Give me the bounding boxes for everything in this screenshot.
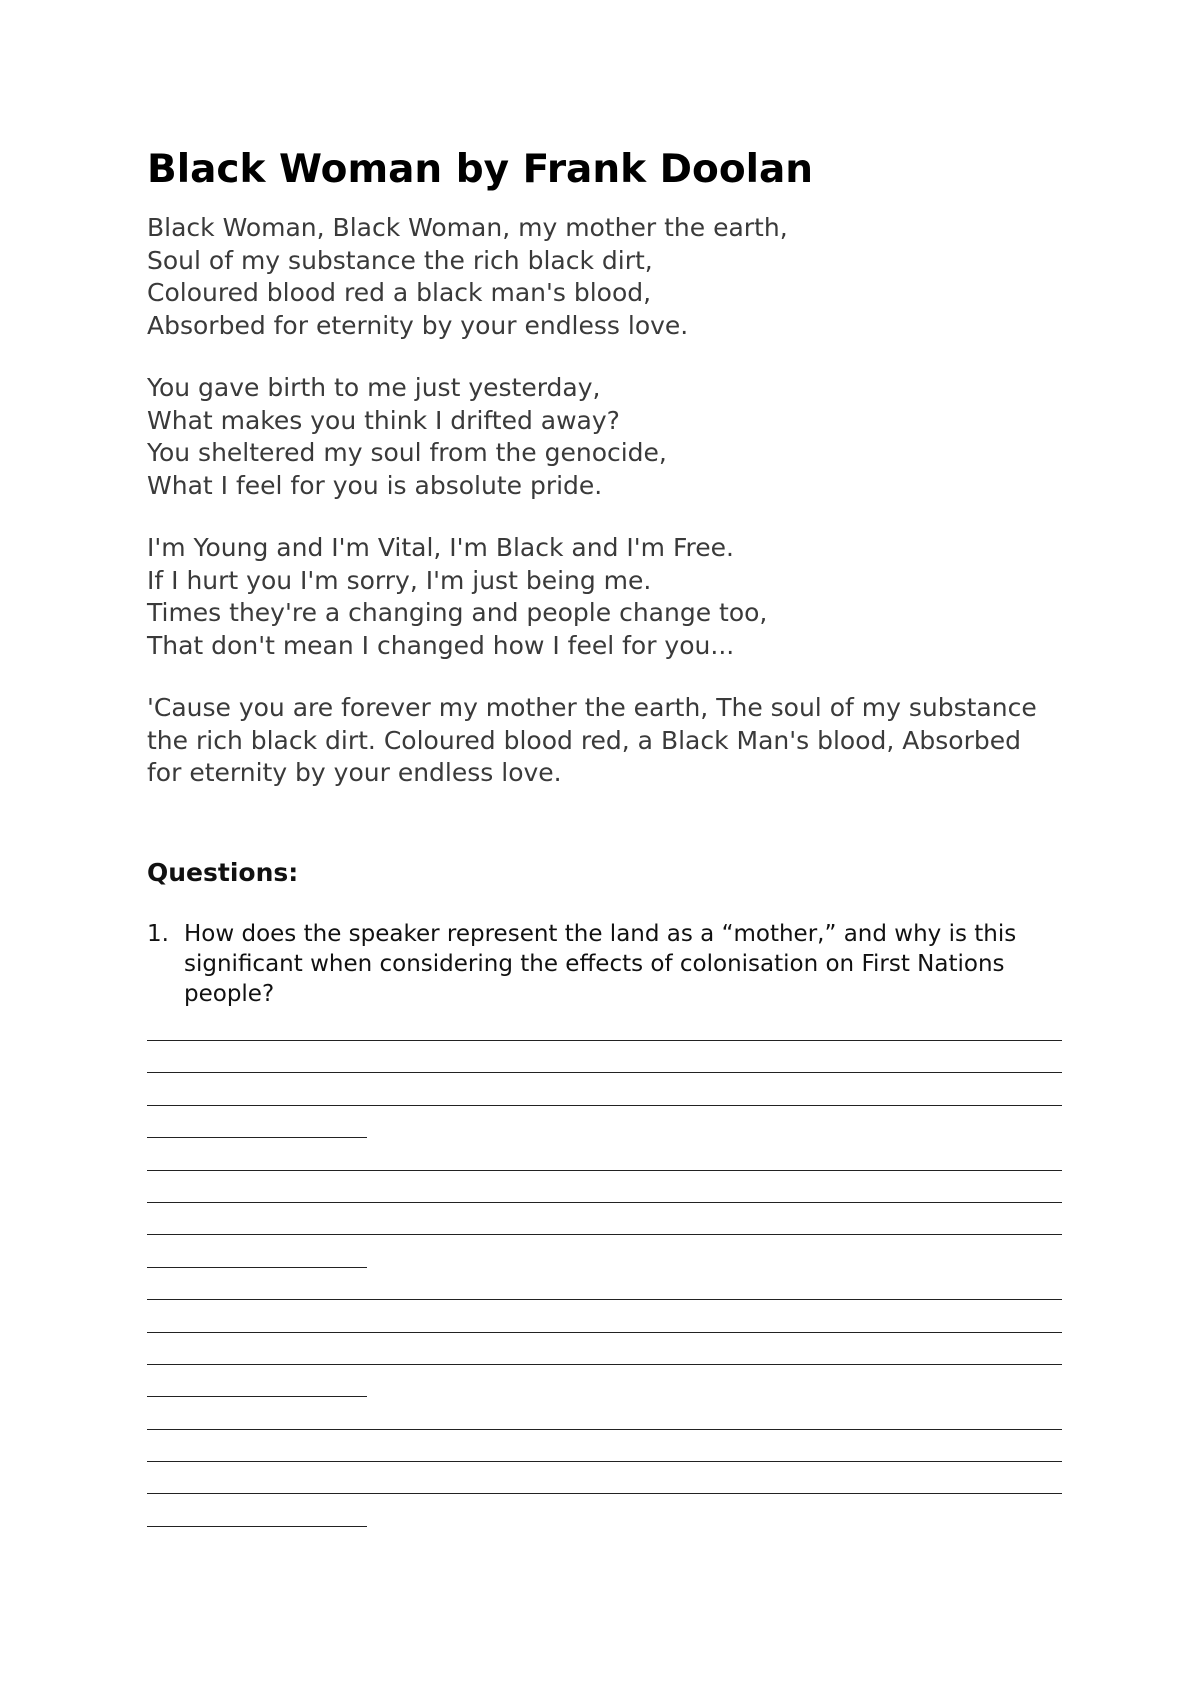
poem-line: That don't mean I changed how I feel for you...	[147, 630, 735, 660]
poem-line: What I feel for you is absolute pride.	[147, 470, 603, 500]
poem-line: Absorbed for eternity by your endless love.	[147, 310, 689, 340]
poem-final-stanza: 'Cause you are forever my mother the earth, The soul of my substance the rich black dirt. Coloured blood red, a Black Man's blood, Absorbed for eternity by your endless love.	[147, 693, 1037, 787]
answer-line[interactable]	[147, 1040, 1062, 1041]
answer-lines[interactable]	[147, 1040, 1062, 1558]
answer-line[interactable]	[147, 1396, 367, 1397]
poem-line: I'm Young and I'm Vital, I'm Black and I'm Free.	[147, 533, 734, 562]
questions-heading: Questions:	[147, 857, 299, 887]
answer-line[interactable]	[147, 1299, 1062, 1300]
answer-line[interactable]	[147, 1364, 1062, 1365]
answer-line[interactable]	[147, 1137, 367, 1138]
answer-line[interactable]	[147, 1461, 1062, 1462]
page-title: Black Woman by Frank Doolan	[147, 147, 814, 192]
poem-line: Black Woman, Black Woman, my mother the earth,	[147, 213, 788, 242]
answer-line[interactable]	[147, 1072, 1062, 1073]
question-item	[147, 919, 1062, 1009]
answer-line[interactable]	[147, 1105, 1062, 1106]
poem-line: If I hurt you I'm sorry, I'm just being me.	[147, 565, 652, 595]
answer-line[interactable]	[147, 1170, 1062, 1171]
poem-line: Times they're a changing and people change too,	[147, 598, 768, 627]
answer-line[interactable]	[147, 1234, 1062, 1235]
poem-line: What makes you think I drifted away?	[147, 405, 620, 435]
poem-stanza-1	[147, 212, 1062, 342]
question-text: How does the speaker represent the land as a “mother,” and why is this significant when considering the effects of colonisation on First Nations people?	[184, 920, 1017, 1007]
poem-line: You sheltered my soul from the genocide,	[147, 438, 667, 467]
poem-stanza-3	[147, 532, 1062, 662]
answer-line[interactable]	[147, 1332, 1062, 1333]
poem-line: You gave birth to me just yesterday,	[147, 373, 601, 402]
worksheet-content	[147, 142, 1062, 1009]
poem-line: Soul of my substance the rich black dirt,	[147, 245, 653, 275]
answer-line[interactable]	[147, 1429, 1062, 1430]
answer-line[interactable]	[147, 1267, 367, 1268]
poem-line: Coloured blood red a black man's blood,	[147, 278, 652, 307]
question-number: 1.	[147, 920, 169, 947]
answer-line[interactable]	[147, 1526, 367, 1527]
poem-stanza-2	[147, 372, 1062, 502]
answer-line[interactable]	[147, 1202, 1062, 1203]
answer-line[interactable]	[147, 1493, 1062, 1494]
